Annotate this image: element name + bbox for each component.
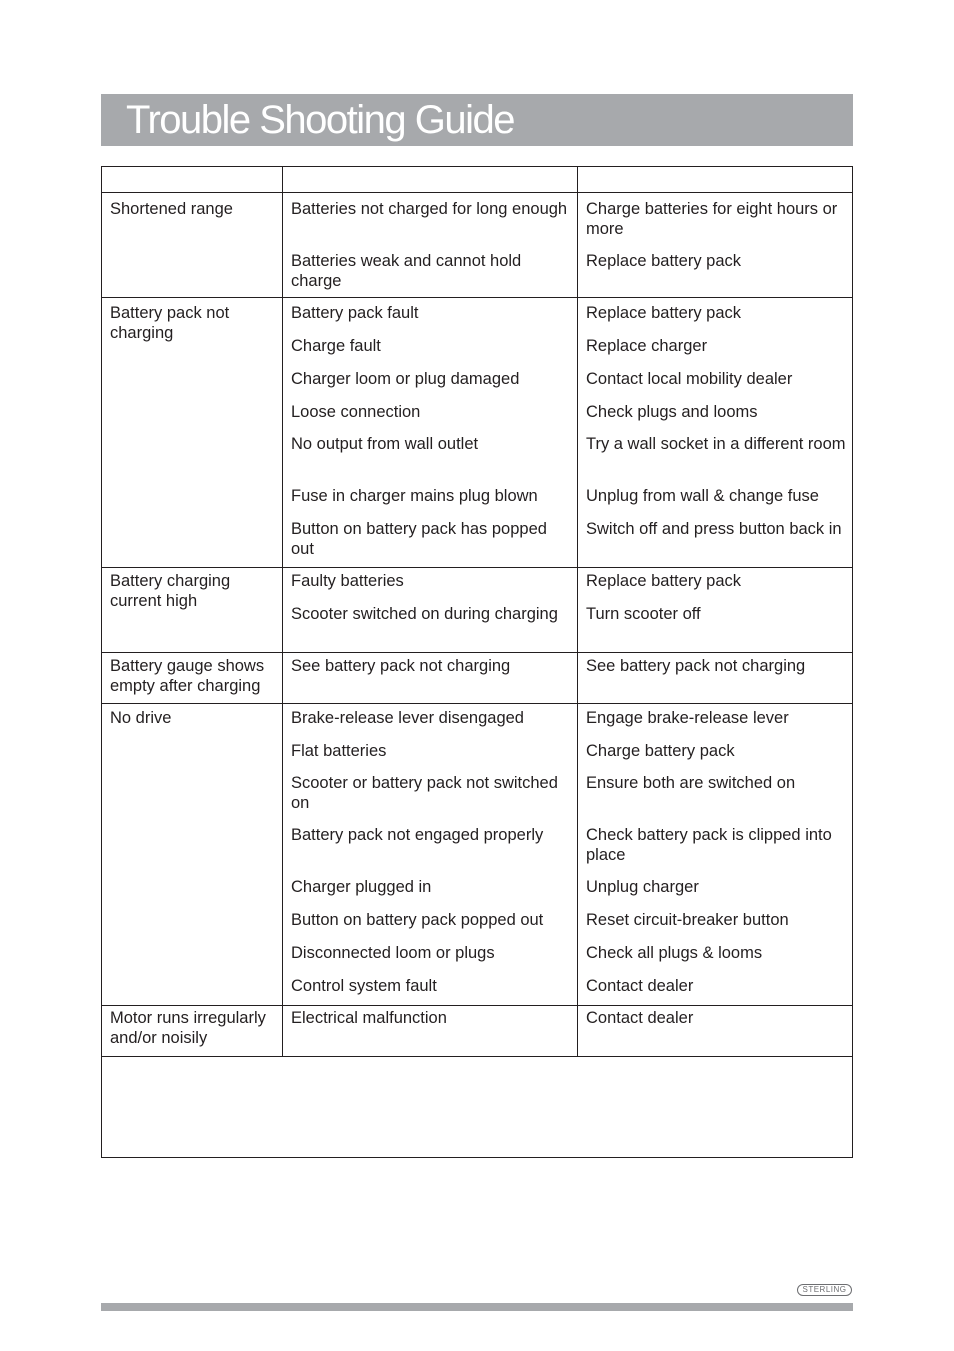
row-divider: [102, 192, 852, 193]
remedy-cell: Replace charger: [586, 337, 708, 355]
row-divider: [102, 703, 852, 704]
row-divider: [102, 1056, 852, 1057]
cause-cell: Flat batteries: [291, 742, 387, 760]
remedy-cell: Reset circuit-breaker button: [586, 911, 789, 929]
cause-cell: Control system fault: [291, 977, 437, 995]
remedy-cell: Check plugs and looms: [586, 403, 758, 421]
troubleshooting-table: [101, 166, 853, 1158]
remedy-cell: Turn scooter off: [586, 605, 701, 623]
remedy-cell: Unplug from wall & change fuse: [586, 487, 819, 505]
remedy-cell: Replace battery pack: [586, 304, 742, 322]
sterling-logo: STERLING: [797, 1284, 852, 1296]
remedy-cell: Check battery pack is clipped into place: [586, 826, 832, 864]
row-divider: [102, 297, 852, 298]
cause-cell: Charger loom or plug damaged: [291, 370, 520, 388]
cause-cell: Brake-release lever disengaged: [291, 709, 524, 727]
problem-cell: Shortened range: [110, 200, 233, 218]
cause-cell: See battery pack not charging: [291, 657, 511, 675]
cause-cell: Batteries not charged for long enough: [291, 200, 568, 218]
column-divider: [577, 167, 578, 1056]
footer-bar: [101, 1303, 853, 1311]
cause-cell: Fuse in charger mains plug blown: [291, 487, 538, 505]
remedy-cell: Check all plugs & looms: [586, 944, 763, 962]
row-divider: [102, 567, 852, 568]
cause-cell: Charger plugged in: [291, 878, 432, 896]
remedy-cell: Replace battery pack: [586, 572, 742, 590]
cause-cell: Disconnected loom or plugs: [291, 944, 495, 962]
cause-cell: Electrical malfunction: [291, 1009, 447, 1027]
problem-cell: Battery charging current high: [110, 572, 231, 610]
problem-cell: No drive: [110, 709, 172, 727]
remedy-cell: See battery pack not charging: [586, 657, 806, 675]
cause-cell: Loose connection: [291, 403, 421, 421]
cause-cell: Scooter or battery pack not switched on: [291, 774, 558, 812]
remedy-cell: Contact dealer: [586, 1009, 694, 1027]
cause-cell: Battery pack not engaged properly: [291, 826, 544, 844]
problem-cell: Motor runs irregularly and/or noisily: [110, 1009, 266, 1047]
cause-cell: Charge fault: [291, 337, 381, 355]
remedy-cell: Charge battery pack: [586, 742, 735, 760]
cause-cell: Faulty batteries: [291, 572, 404, 590]
page-title: Trouble Shooting Guide: [126, 98, 515, 142]
title-banner: [101, 94, 853, 146]
remedy-cell: Contact local mobility dealer: [586, 370, 793, 388]
remedy-cell: Charge batteries for eight hours or more: [586, 200, 838, 238]
row-divider: [102, 652, 852, 653]
row-divider: [102, 1005, 852, 1006]
remedy-cell: Engage brake-release lever: [586, 709, 789, 727]
cause-cell: Batteries weak and cannot hold charge: [291, 252, 522, 290]
remedy-cell: Ensure both are switched on: [586, 774, 796, 792]
remedy-cell: Replace battery pack: [586, 252, 742, 270]
problem-cell: Battery gauge shows empty after charging: [110, 657, 265, 695]
column-divider: [282, 167, 283, 1056]
cause-cell: No output from wall outlet: [291, 435, 479, 453]
cause-cell: Battery pack fault: [291, 304, 419, 322]
remedy-cell: Switch off and press button back in: [586, 520, 842, 538]
remedy-cell: Unplug charger: [586, 878, 699, 896]
cause-cell: Scooter switched on during charging: [291, 605, 558, 623]
remedy-cell: Try a wall socket in a different room: [586, 435, 846, 453]
problem-cell: Battery pack not charging: [110, 304, 230, 342]
cause-cell: Button on battery pack has popped out: [291, 520, 547, 558]
cause-cell: Button on battery pack popped out: [291, 911, 544, 929]
remedy-cell: Contact dealer: [586, 977, 694, 995]
